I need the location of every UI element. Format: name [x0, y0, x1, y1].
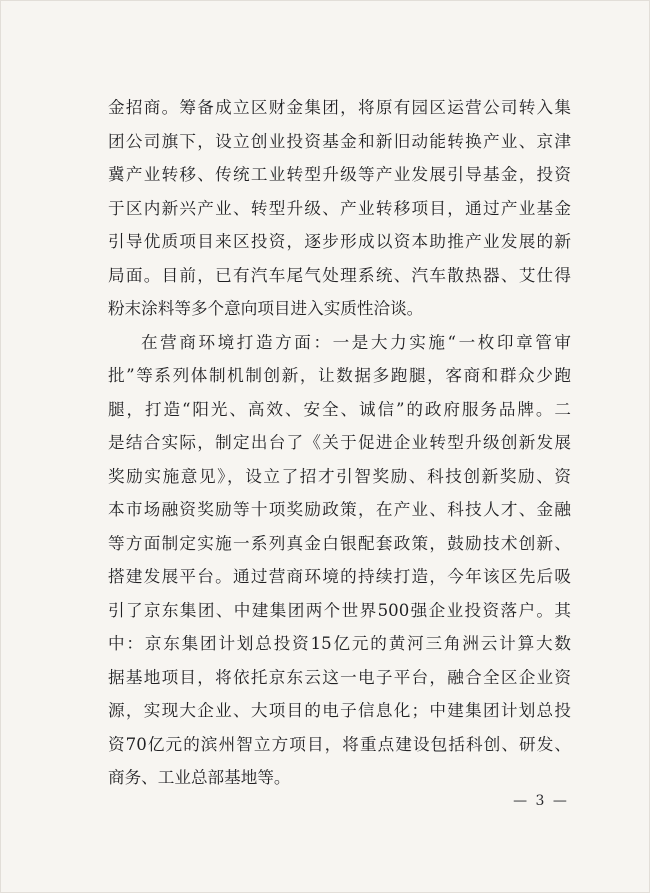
paragraph [108, 91, 571, 326]
text-line: 本市场融资奖励等十项奖励政策，在产业、科技人才、金融 [108, 500, 571, 519]
text-line: 于区内新兴产业、转型升级、产业转移项目，通过产业基金 [108, 198, 571, 218]
text-line: 奖励实施意见》，设立了招才引智奖励、科技创新奖励、资 [108, 466, 571, 486]
text-line: 中：京东集团计划总投资15亿元的黄河三角洲云计算大数 [108, 634, 571, 653]
text-line: 批”等系列体制机制创新，让数据多跑腿，客商和群众少跑 [108, 366, 571, 385]
text-line: 金招商。筹备成立区财金集团，将原有园区运营公司转入集 [108, 98, 571, 117]
text-line: 等方面制定实施一系列真金白银配套政策，鼓励技术创新、 [108, 533, 571, 553]
text-line: 冀产业转移、传统工业转型升级等产业发展引导基金，投资 [108, 165, 571, 184]
text-line: 粉末涂料等多个意向项目进入实质性洽谈。 [108, 299, 424, 318]
text-line: 局面。目前，已有汽车尾气处理系统、汽车散热器、艾仕得 [108, 265, 571, 285]
text-line: 搭建发展平台。通过营商环境的持续打造，今年该区先后吸 [108, 567, 571, 586]
text-line: 在营商环境打造方面：一是大力实施“一枚印章管审 [141, 332, 571, 352]
body-text [108, 91, 571, 795]
text-line: 腿，打造“阳光、高效、安全、诚信”的政府服务品牌。二 [108, 399, 571, 419]
text-line: 源，实现大企业、大项目的电子信息化；中建集团计划总投 [108, 701, 571, 720]
text-line: 是结合实际，制定出台了《关于促进企业转型升级创新发展 [108, 433, 571, 452]
paragraph [108, 326, 571, 795]
text-line: 资70亿元的滨州智立方项目，将重点建设包括科创、研发、 [108, 734, 571, 754]
text-line: 引导优质项目来区投资，逐步形成以资本助推产业发展的新 [108, 232, 571, 251]
text-line: 引了京东集团、中建集团两个世界500强企业投资落户。其 [108, 600, 571, 620]
page-number: — 3 — [513, 793, 569, 809]
text-line: 据基地项目，将依托京东云这一电子平台，融合全区企业资 [108, 667, 571, 687]
text-line: 商务、工业总部基地等。 [108, 768, 291, 787]
text-line: 团公司旗下，设立创业投资基金和新旧动能转换产业、京津 [108, 131, 571, 151]
